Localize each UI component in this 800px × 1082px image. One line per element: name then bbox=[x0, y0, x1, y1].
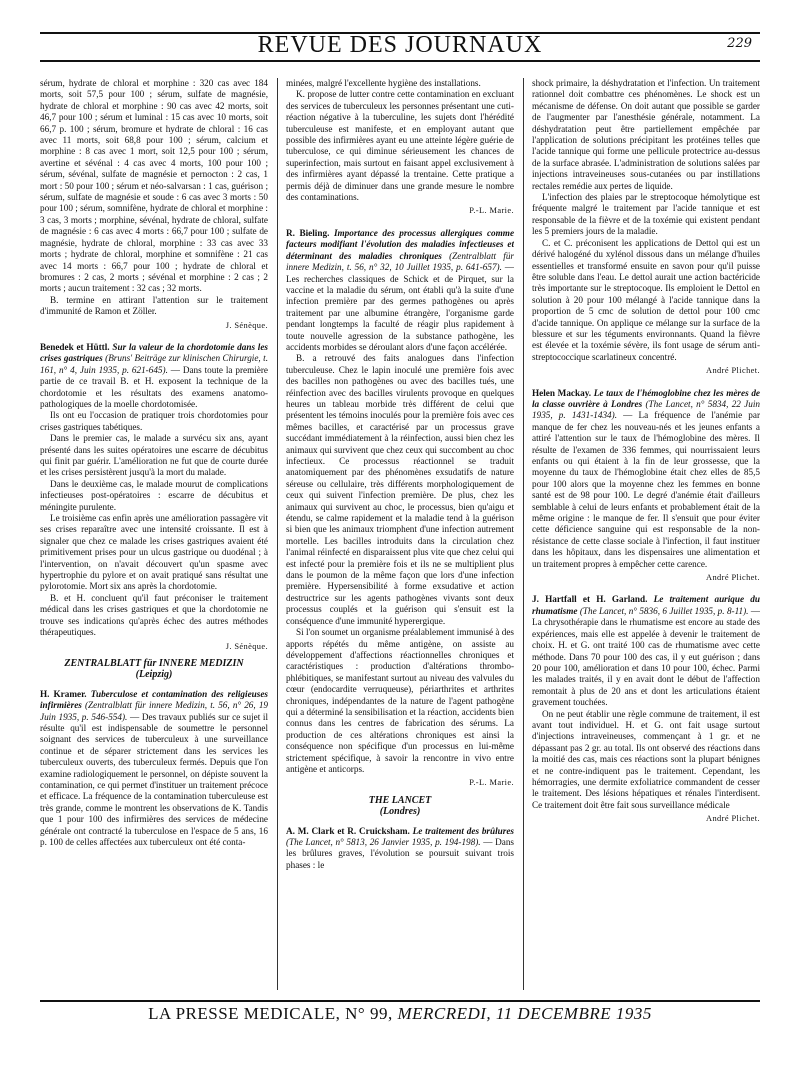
article-citation: (The Lancet, n° 5836, 6 Juillet 1935, p. 8-11). bbox=[579, 605, 749, 616]
article-text: — Dans toute la première partie de ce travail B. et H. exposent la technique de la chordotomie et les résultats des examens anatomo-pathologiques de la moelle chordotomisée. bbox=[40, 364, 268, 409]
article-title: Importance des processus allergiques comme facteurs modifiant l'évolution des maladies infectieuses et déterminant des maladies chroniques bbox=[286, 227, 514, 261]
article-citation: (The Lancet, n° 5813, 26 Janvier 1935, p. 194-198). bbox=[286, 837, 481, 847]
article-text: — Dans les brûlures graves, l'évolution se poursuit suivant trois phases : le bbox=[286, 837, 514, 870]
journal-page bbox=[40, 30, 760, 1030]
article-authors: Benedek et Hüttl. bbox=[40, 341, 110, 352]
article-text: — Des travaux publiés sur ce sujet il résulte qu'il est indispensable de soumettre le personnel soignant des services de tuberculeux à une surveillance continue et de séparer strictement dans les services les tuberculeux ouverts, des tuberculeux fermés. Depuis que l'on examine radiologiquement le personnel, on dépiste souvent la contamination, ce qui permet d'instituer un traitement précoce et efficace. La fréquence de la contamination tuberculeuse est très grande, comme le montrent les observations de K. Tandis que 1 pour 100 des infirmières des services de médecine générale ont contracté la tuberculose en l'espace de 5 ans, 16 p. 100 de celles affectées aux tuberculeux ont été conta- bbox=[40, 711, 268, 847]
footer-date: MERCREDI, 11 DECEMBRE 1935 bbox=[397, 1004, 652, 1023]
article-title: Tuberculose et contamination des religieuses infirmières bbox=[40, 688, 268, 711]
journal-section-title: THE LANCET bbox=[368, 794, 432, 806]
article-title: Le traitement des brûlures bbox=[412, 825, 514, 836]
column-divider bbox=[523, 78, 524, 990]
article-heading bbox=[286, 826, 514, 872]
article-paragraph: Dans le premier cas, le malade a survécu six ans, ayant présenté dans les suites opératoires une escarre de décubitus qui finit par guérir. L'amélioration ne fut que de courte durée et les crises persistèrent jusqu'à la mort du malade. bbox=[40, 433, 268, 478]
article-paragraph: Si l'on soumet un organisme préalablement immunisé à des apports répétés du même antigène, on assiste au développement d'affections réactionnelles chroniques et caractéristiques : production d'altérations thrombo-phlébitiques, se manifestant surtout au niveau des valvules du cœur (endocardite verruqueuse), périarthrites et arthrites chroniques, indépendantes de la nature de l'agent pathogène qui a déterminé la sensibilisation et la réaction, accidents bien connus dans les centres de fabrication des sérums. La production de ces altérations chroniques est ainsi la conséquence non spécifique d'un processus en lui-même strictement spécifique, à savoir la rencontre in vivo entre antigène et anticorps. bbox=[286, 627, 514, 774]
article-paragraph: Dans le deuxième cas, le malade mourut de complications infectieuses post-opératoires : escarre de décubitus et méningite purulente. bbox=[40, 478, 268, 512]
article-paragraph: B. a retrouvé des faits analogues dans l'infection tuberculeuse. Chez le lapin inoculé une première fois avec des bacilles non pathogènes ou avec des bacilles tués, une réinfection avec des bacilles virulents provoque en quelques heures un tableau morbide très différent de celui que présentent les témoins inoculés pour la première fois avec ces mêmes bacilles, et caractérisé par un processus grave succédant immédiatement à la réinfection, aussi bien chez les animaux qui survivent que chez ceux qui succombent au choc infectieux. Ce processus réactionnel se traduit anatomiquement par des phénomènes exsudatifs de nature séreuse ou cellulaire, très différents morphologiquement de ceux qui suivent l'infection première. De plus, chez les animaux qui survivent au choc, le processus, bien qu'aigu et étendu, se calme rapidement et la maladie tend à la guérison si bien que les animaux triomphent d'une infection autrement mortelle. Les bacilles introduits dans la circulation chez l'animal réinfecté en disparaissent plus vite que chez celui qui est infecté pour la première fois et ils ne se multiplient plus dans le poumon de la même façon que lors d'une infection première. Hypersensibilité à forme exsudative et action destructrice sur les agents pathogènes vivants sont deux processus couplés et la guérison qui s'ensuit est la conséquence d'une immunité hyperergique. bbox=[286, 353, 514, 626]
article-heading bbox=[286, 228, 514, 353]
article-authors: Helen Mackay. bbox=[532, 387, 592, 398]
article-citation: (Zentralblatt für innere Medizin, t. 56, n° 26, 19 Juin 1935, p. 546-554). bbox=[40, 700, 268, 722]
header-title: REVUE DES JOURNAUX bbox=[257, 32, 543, 58]
article-title: Le traitement aurique du rhumatisme bbox=[532, 594, 760, 616]
article-continuation: minées, malgré l'excellente hygiène des installations. bbox=[286, 78, 481, 88]
column-2 bbox=[286, 78, 514, 990]
article-signature: J. Sénèque. bbox=[225, 641, 268, 651]
journal-section-city: (Leipzig) bbox=[135, 669, 173, 681]
page-footer bbox=[40, 1000, 760, 1026]
article-heading bbox=[532, 594, 760, 708]
article-authors: A. M. Clark et R. Cruicksham. bbox=[286, 825, 410, 836]
article-title: Sur la valeur de la chordotomie dans les crises gastriques bbox=[40, 341, 268, 364]
article-authors: R. Bieling. bbox=[286, 227, 330, 238]
article-text: — La fréquence de l'anémie par manque de fer chez les nouveau-nés et les jeunes enfants a attiré l'attention sur le taux de l'hémoglobine des mères. Il résulte de l'examen de 336 femmes, qui nourrissaient leurs enfants ou qui étaient à la fin de leur grossesse, que la moyenne du taux de l'hémoglobine était chez elles de 85,5 pour 100 alors que la moyenne chez les femmes en bonne santé est de 98 pour 100. Le degré d'anémie était d'ailleurs semblable à celui de leurs enfants et probablement était de la même origine : le manque de fer. Il s'ensuit que pour éviter cette déficience sanguine qui est responsable de la non-résistance de cette classe sociale à l'infection, il faut instituer dans les hôpitaux, dans les dispensaires une alimentation et un traitement propres à empêcher cette carence. bbox=[532, 410, 760, 569]
article-paragraph: B. termine en attirant l'attention sur le traitement d'immunité de Ramon et Zöller. bbox=[40, 294, 268, 317]
article-title: Le taux de l'hémoglobine chez les mères de la classe ouvrière à Londres bbox=[532, 387, 760, 409]
journal-section-city: (Londres) bbox=[379, 806, 421, 818]
article-signature: P.-L. Marie. bbox=[469, 206, 514, 216]
article-signature: André Plichet. bbox=[706, 366, 760, 376]
column-divider bbox=[277, 78, 278, 990]
column-1 bbox=[40, 78, 268, 990]
article-citation: (The Lancet, n° 5834, 22 Juin 1935, p. 1431-1434). bbox=[532, 398, 760, 421]
article-signature: André Plichet. bbox=[706, 573, 760, 583]
journal-section-title: ZENTRALBLATT für INNERE MEDIZIN bbox=[64, 657, 244, 669]
article-paragraph: Le troisième cas enfin après une amélioration passagère vit ses crises reparaître avec une intensité croissante. Il est à signaler que chez ce malade les crises gastriques avaient été primitivement prises pour un ulcus gastrique ou duodénal ; à l'intervention, on n'avait découvert qu'un spasme avec hypertrophie du pylore et on avait pratiqué sans résultat une pylorotomie. Mort six ans après la chordotomie. bbox=[40, 513, 268, 592]
article-paragraph: C. et C. préconisent les applications de Dettol qui est un dérivé halogéné du xylénol dissous dans un mélange d'huiles essentielles et transformé ensuite en savon pour qu'il puisse être soluble dans l'eau. Le dettol aurait une action bactéricide très importante sur le streptocoque. Ils emploient le Dettol en solution à 20 pour 100 mélangé à l'acide tannique dans la proportion de 5 cmc de solution de dettol pour 100 cmc d'acide tannique. On applique ce mélange sur la surface de la blessure et sur les téguments environnants. Quand la fièvre est élevée et la toxémie sévère, ils font usage de sérum anti-streptococcique scarlatineux concentré. bbox=[532, 237, 760, 362]
article-signature: André Plichet. bbox=[706, 814, 760, 824]
article-text: — La chrysothérapie dans le rhumatisme est encore au stade des expériences, mais elle est appelée à devenir le traitement de choix. H. et G. ont traité 100 cas de rhumatisme avec cette méthode. Dans 70 pour 100 des cas, il y eut guérison ; dans 20 pour 100, amélioration et dans 10 pour 100, échec. Parmi les malades traités, il y en avait dont le début de l'affection remontait à plus de 20 ans et dont les articulations étaient gravement touchées. bbox=[532, 605, 760, 708]
article-paragraph: L'infection des plaies par le streptocoque hémolytique est fréquente malgré le traitement par l'acide tannique et est responsable de la fièvre et de la toxémie qui existent pendant les 5 premiers jours de la maladie. bbox=[532, 192, 760, 237]
column-3 bbox=[532, 78, 760, 990]
article-paragraph: B. et H. concluent qu'il faut préconiser le traitement médical dans les crises gastriques et que la chordotomie ne trouve ses indications qu'après échec des autres méthodes thérapeutiques. bbox=[40, 592, 268, 638]
article-paragraph: K. propose de lutter contre cette contamination en excluant des services de tuberculeux les personnes présentant une cuti-réaction négative à la tuberculine, les sujets dont l'hérédité tuberculeuse est manifeste, et en employant autant que possible des infirmières ayant eu une atteinte légère guérie de tuberculose, ce qui diminue sérieusement les chances de superinfection, mais surtout en faisant appel exclusivement à des infirmières ayant dépassé la trentaine. Cette pratique a permis déjà de diminuer dans une grande mesure le nombre des contaminations. bbox=[286, 89, 514, 203]
page-header bbox=[40, 30, 760, 64]
article-heading bbox=[532, 388, 760, 571]
article-paragraph: Ils ont eu l'occasion de pratiquer trois chordotomies pour crises gastriques tabétiques. bbox=[40, 410, 268, 432]
article-authors: J. Hartfall et H. Garland. bbox=[532, 594, 648, 605]
article-paragraph: On ne peut établir une règle commune de traitement, il est avant tout individuel. H. et G. ont fait usage surtout d'injections intraveineuses, commençant à 1 gr. et ne dépassant pas 2 gr. au total. Ils ont observé des réactions dans la moitié des cas, mais ces réactions sont la plupart bénignes et ne contre-indiquent pas le traitement. Cependant, les hémorragies, une dermite exfoliatrice commandent de cesser le traitement. Des lésions hépatiques et rénales l'interdisent. Ce traitement doit être fait sous surveillance médicale bbox=[532, 708, 760, 810]
article-continuation: sérum, hydrate de chloral et morphine : 320 cas avec 184 morts, soit 57,5 pour 100 ; sérum, sulfate de magnésie, hydrate de chloral et morphine : 90 cas avec 42 morts, soit 46,7 pour 100 ; sérum et luminal : 15 cas avec 10 morts, soit 66,7 p. 100 ; sérum, bromure et hydrate de chloral : 16 cas avec 11 morts, soit 68,8 pour 100 ; sérum, calcium et morphine : 8 cas avec 1 mort, soit 12,5 pour 100 ; sérum, avertine et sévénal : 4 cas avec 4 morts, 100 pour 100 ; sérum, sévénal, sulfate de magnésie et pernocton : 2 cas, 1 mort : 50 pour 100 ; sérum et néo-salvarsan : 1 cas, guérison ; sérum, sulfate de magnésie et soude : 6 cas avec 3 morts : 50 pour 100 ; sérum, somnifène, hydrate de chloral et morphine : 3 cas, 3 morts ; morphine, sévénal, hydrate de chloral, sulfate de magnésie : 6 cas avec 4 morts : 66,7 pour 100 ; sulfate de magnésie, hydrate de chloral, morphine : 33 cas avec 33 morts ; hydrate de chloral, morphine et somnifène : 21 cas avec 14 morts : 66,7 pour 100 ; hydrate de chloral et bromures : 2 cas, 2 morts ; sévénal et morphine : 2 cas ; 2 morts ; aucun traitement : 32 cas ; 32 morts. bbox=[40, 78, 268, 294]
article-signature: J. Sénèque. bbox=[225, 320, 268, 330]
article-citation: (Bruns' Beiträge zur klinischen Chirurgie, t. 161, n° 4, Juin 1935, p. 621-645). bbox=[40, 353, 268, 375]
article-authors: H. Kramer. bbox=[40, 688, 87, 699]
footer-journal: LA PRESSE MEDICALE, N° 99, bbox=[148, 1004, 393, 1023]
article-citation: (Zentralblatt für innere Medizin, t. 56, n° 32, 10 Juillet 1935, p. 641-657). bbox=[286, 250, 514, 273]
article-continuation: shock primaire, la déshydratation et l'infection. Un traitement rationnel doit combattre ces phénomènes. Le shock est un mécanisme de défense. On doit autant que possible se garder de l'augmenter par l'anesthésie générale, notamment. La déshydratation peut être partiellement empêchée par l'application de solutions précipitant les protéines telles que l'acide tannique qui forme une pellicule protectrice au-dessus de la surface abrasée. L'administration de solutions salées par injections intraveineuses sous-cutanées ou par instillations rectales remédie aux pertes de liquide. bbox=[532, 78, 760, 191]
article-signature: P.-L. Marie. bbox=[469, 778, 514, 788]
article-heading bbox=[40, 342, 268, 410]
article-heading bbox=[40, 689, 268, 849]
header-rule-bottom bbox=[40, 60, 760, 62]
article-text: — Les recherches classiques de Schick et de Pirquet, sur la vaccine et la maladie du sérum, ont établi qu'à la suite d'une infection première par des germes pathogènes ou après traitement par une albumine étrangère, l'organisme garde pendant longtemps la faculté de réagir plus rapidement à toute nouvelle agression de la substance pathogène, les accidents morbides se déroulant alors d'une façon accélérée. bbox=[286, 262, 514, 352]
footer-rule bbox=[40, 1000, 760, 1002]
page-number: 229 bbox=[727, 36, 752, 51]
footer-line bbox=[40, 1004, 760, 1024]
